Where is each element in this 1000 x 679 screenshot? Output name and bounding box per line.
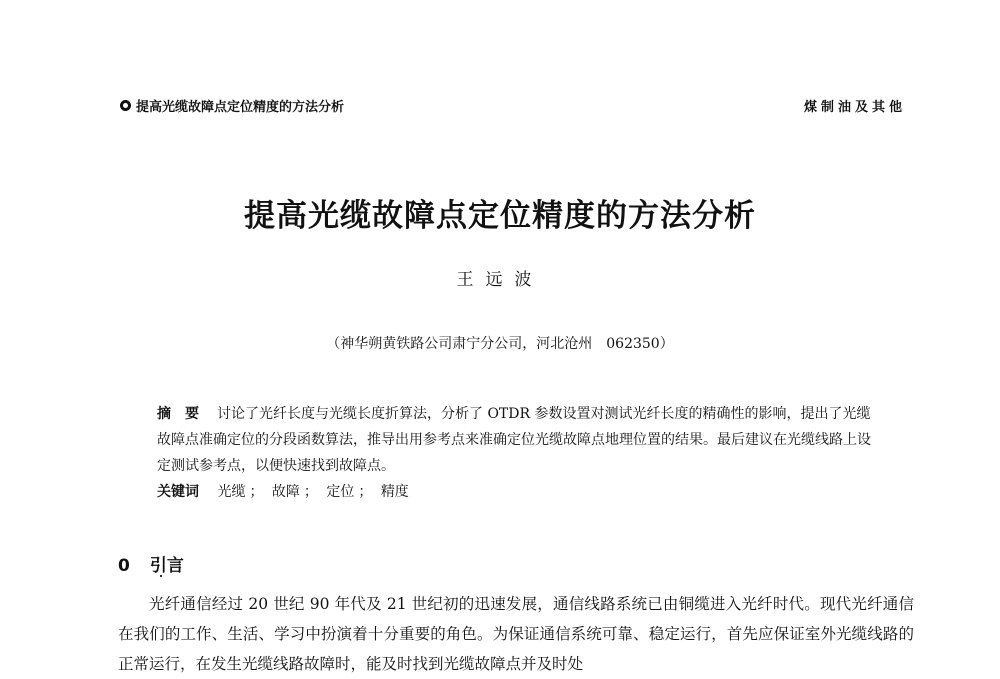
page-header: [120, 96, 906, 116]
abstract-label: 摘要: [157, 406, 213, 422]
keywords-label: 关键词: [157, 484, 199, 500]
keyword-separator: ；: [303, 484, 318, 500]
keyword-item: 故障: [271, 484, 300, 500]
keyword-item: 光缆: [217, 484, 246, 500]
abstract: [157, 401, 877, 505]
keyword-item: 定位: [326, 484, 355, 500]
section-number: 0: [118, 556, 130, 576]
affiliation: （神华朔黄铁路公司肃宁分公司，河北沧州 062350）: [326, 336, 674, 352]
abstract-body: [157, 401, 877, 479]
section-tag: 煤制油及其他: [803, 100, 906, 115]
keyword-item: 精度: [380, 484, 409, 500]
running-title-text: 提高光缆故障点定位精度的方法分析: [136, 100, 345, 115]
bullet-icon: [120, 100, 131, 111]
keyword-separator: ；: [358, 484, 373, 500]
paper-title: 提高光缆故障点定位精度的方法分析: [244, 198, 756, 234]
body-paragraph: 光纤通信经过 20 世纪 90 年代及 21 世纪初的迅速发展，通信线路系统已由铜缆进入光纤时代。现代光纤通信在我们的工作、生活、学习中扮演着十分重要的角色。为保证通信系统可靠、稳定运行，首先应保证室外光缆线路的正常运行，在发生光缆线路故障时，能及时找到光缆故障点并及时处: [118, 595, 914, 673]
section-title: 引言: [149, 556, 184, 576]
author: 王远波: [456, 270, 544, 290]
running-title: [120, 96, 344, 115]
keywords: [157, 479, 877, 505]
keyword-separator: ；: [249, 484, 264, 500]
section-heading: [118, 551, 184, 576]
abstract-text: 讨论了光纤长度与光缆长度折算法，分析了 OTDR 参数设置对测试光纤长度的精确性的影响，提出了光缆故障点准确定位的分段函数算法，推导出用参考点来准确定位光缆故障点地理位置的结果。最后建议在光缆线路上设定测试参考点，以便快速找到故障点。: [157, 406, 871, 474]
